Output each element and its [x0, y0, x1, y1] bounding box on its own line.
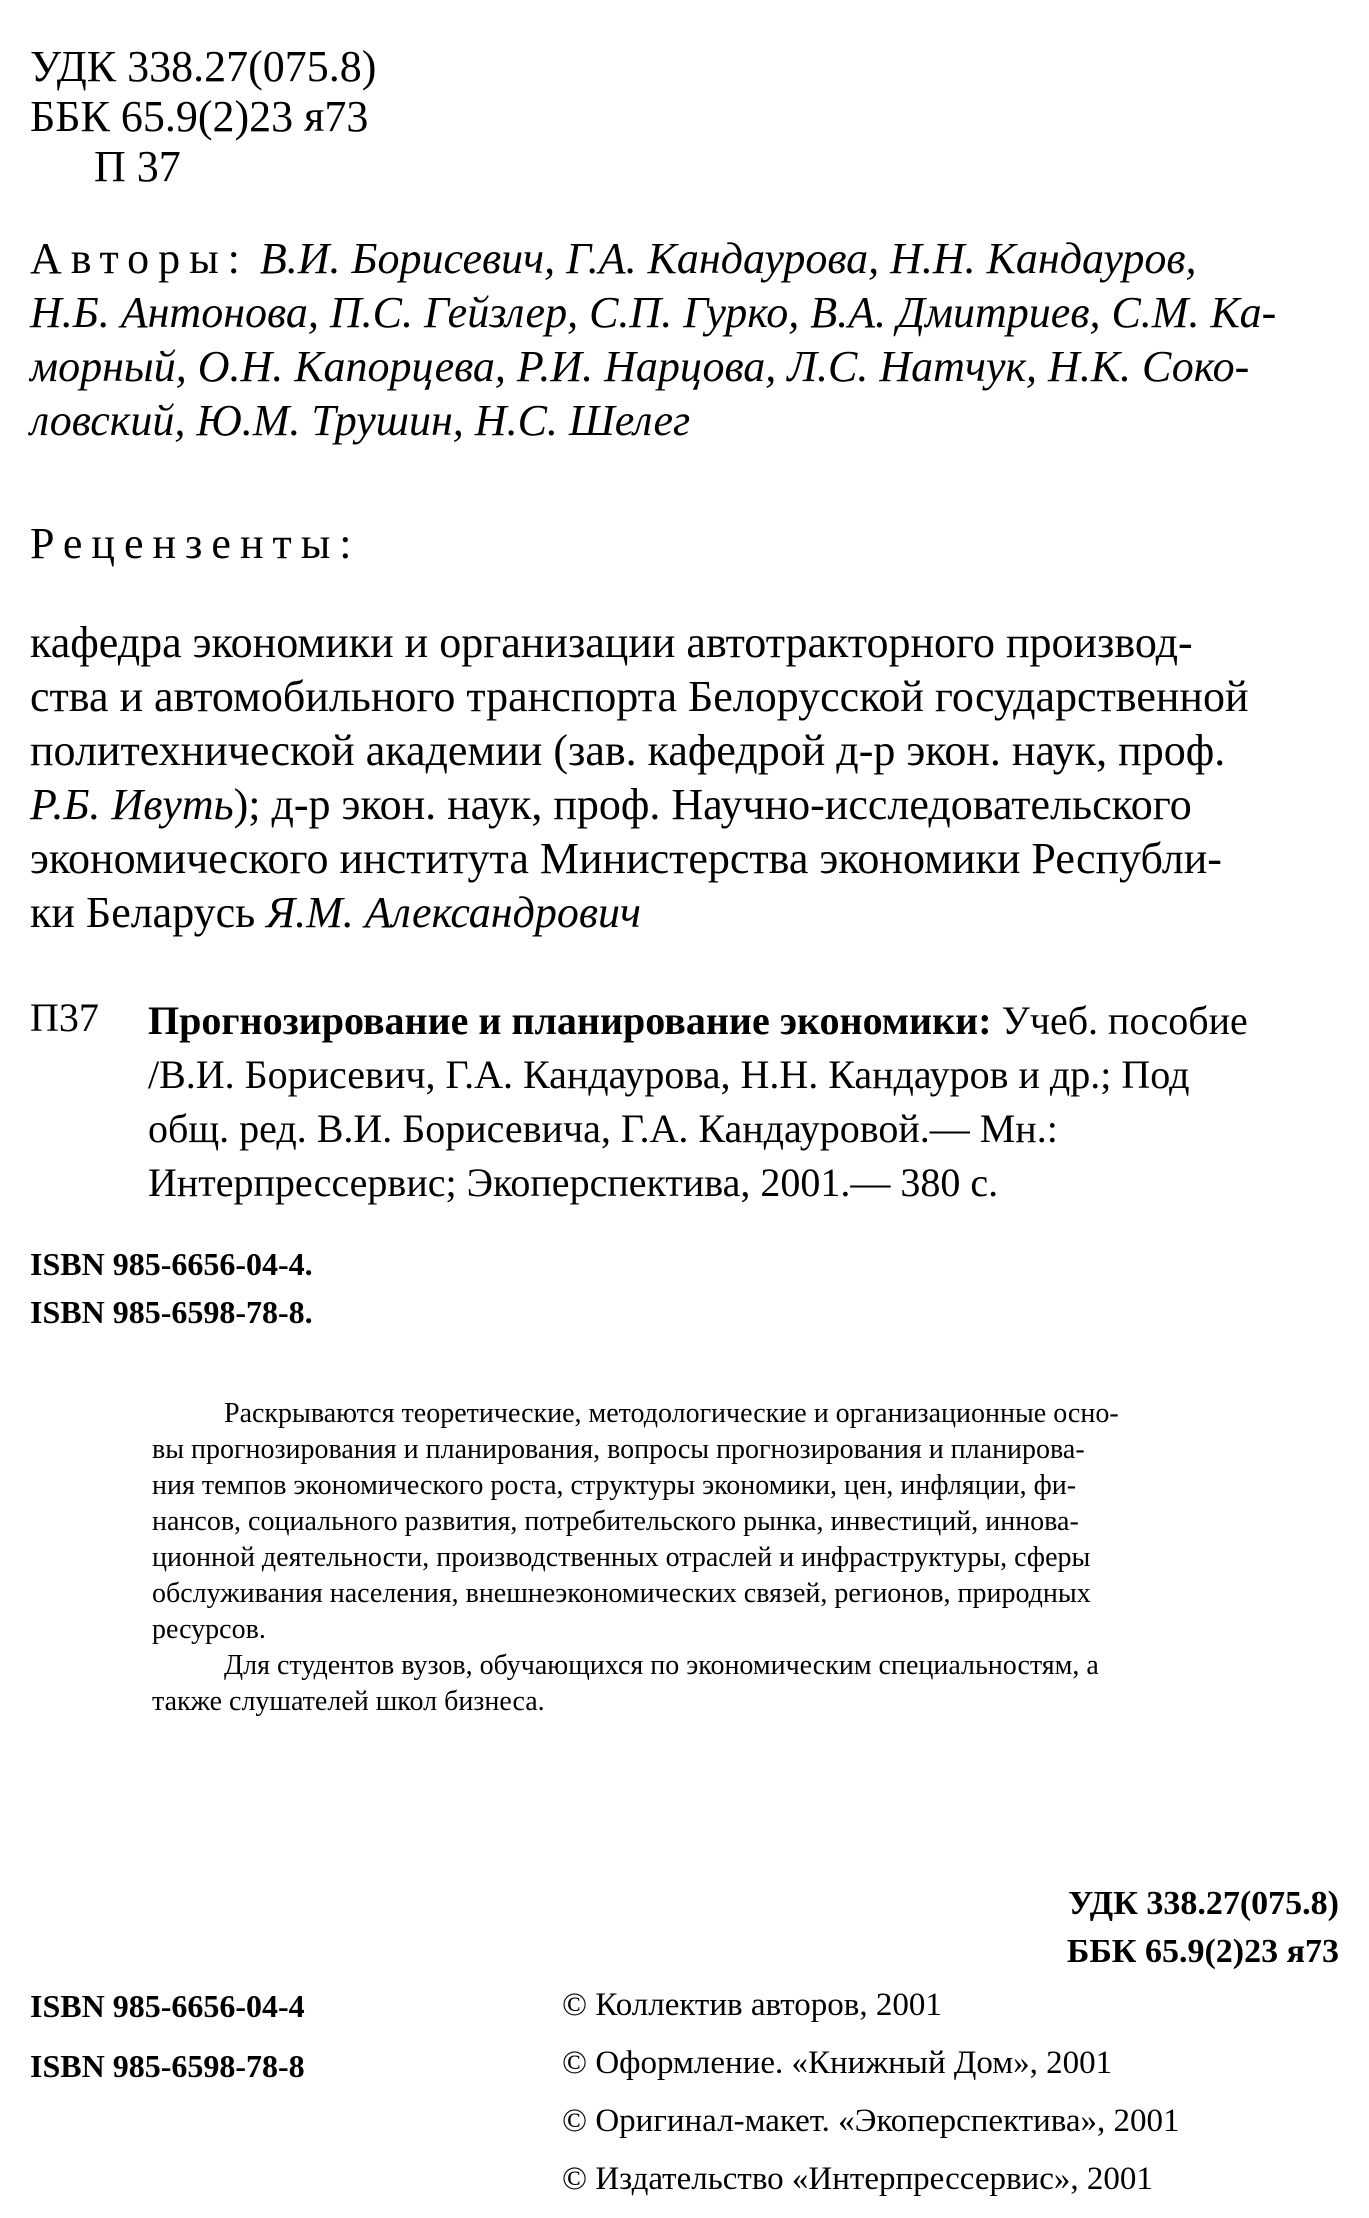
isbn-number: ISBN 985-6656-04-4.	[30, 1246, 313, 1282]
authors-line: В.И. Борисевич, Г.А. Кандаурова, Н.Н. Кандауров,	[259, 234, 1197, 283]
copyright-notices	[562, 1976, 1180, 2208]
reviewers-line: ства и автомобильного транспорта Белорусской государственной	[30, 672, 1249, 721]
copyright-line: © Оформление. «Книжный Дом», 2001	[562, 2045, 1113, 2081]
copyright-line: © Коллектив авторов, 2001	[562, 1987, 942, 2023]
biblio-line: Учеб. пособие	[991, 998, 1248, 1043]
biblio-line: /В.И. Борисевич, Г.А. Кандаурова, Н.Н. Кандауров и др.; Под	[148, 1052, 1190, 1097]
annotation-line: Раскрываются теоретические, методологические и организационные осно-	[224, 1398, 1119, 1429]
bbk-code: ББК 65.9(2)23 я73	[1066, 1933, 1339, 1970]
udk-code: УДК 338.27(075.8)	[30, 42, 377, 91]
reviewers-line: политехнической академии (зав. кафедрой д-р экон. наук, проф.	[30, 726, 1226, 775]
reviewers-line: кафедра экономики и организации автотракторного производ-	[30, 618, 1193, 667]
reviewers-heading: Рецензенты:	[30, 519, 361, 568]
biblio-code: П37	[30, 995, 99, 1040]
reviewer-name: Я.М. Александрович	[266, 888, 641, 937]
biblio-entry	[148, 994, 1353, 1210]
authors-line: ловский, Ю.М. Трушин, Н.С. Шелег	[30, 396, 691, 445]
reviewers-block	[30, 616, 1249, 940]
annotation-line: ционной деятельности, производственных отраслей и инфраструктуры, сферы	[152, 1542, 1091, 1573]
annotation-line: ресурсов.	[152, 1614, 266, 1645]
annotation-line: нансов, социального развития, потребительского рынка, инвестиций, иннова-	[152, 1506, 1079, 1537]
reviewers-line: ); д-р экон. наук, проф. Научно-исследовательского	[233, 780, 1192, 829]
annotation-line: обслуживания населения, внешнеэкономических связей, регионов, природных	[152, 1578, 1091, 1609]
copyright-line: © Издательство «Интерпрессервис», 2001	[562, 2161, 1153, 2197]
reviewer-name: Р.Б. Ивуть	[30, 780, 234, 829]
classification-codes-footer	[1067, 1880, 1339, 1976]
book-title: Прогнозирование и планирование экономики:	[148, 998, 992, 1043]
isbn-list-footer	[30, 1976, 305, 2096]
authors-line: морный, О.Н. Капорцева, Р.И. Нарцова, Л.С. Натчук, Н.К. Соко-	[30, 342, 1250, 391]
copyright-line: © Оригинал-макет. «Экоперспектива», 2001	[562, 2103, 1180, 2139]
biblio-line: Интерпрессервис; Экоперспектива, 2001.— 380 с.	[148, 1160, 999, 1205]
reviewers-line: ки Беларусь	[30, 888, 267, 937]
audience-line: также слушателей школ бизнеса.	[152, 1686, 545, 1717]
isbn-number: ISBN 985-6598-78-8.	[30, 1294, 313, 1330]
biblio-line: общ. ред. В.И. Борисевича, Г.А. Кандауровой.— Мн.:	[148, 1106, 1058, 1151]
authors-label: Авторы:	[30, 234, 249, 283]
annotation-line: вы прогнозирования и планирования, вопросы прогнозирования и планирова-	[152, 1434, 1085, 1465]
author-mark: П 37	[94, 142, 181, 191]
annotation-line: ния темпов экономического роста, структуры экономики, цен, инфляции, фи-	[152, 1470, 1077, 1501]
isbn-number: ISBN 985-6598-78-8	[30, 2048, 305, 2084]
isbn-number: ISBN 985-6656-04-4	[30, 1988, 305, 2024]
udk-code: УДК 338.27(075.8)	[1068, 1885, 1339, 1922]
isbn-list-top	[30, 1240, 313, 1336]
audience-line: Для студентов вузов, обучающихся по экономическим специальностям, а	[224, 1650, 1099, 1681]
bbk-code: ББК 65.9(2)23 я73	[30, 92, 369, 141]
reviewers-line: экономического института Министерства экономики Республи-	[30, 834, 1222, 883]
authors-block	[30, 232, 1350, 448]
authors-line: Н.Б. Антонова, П.С. Гейзлер, С.П. Гурко, В.А. Дмитриев, С.М. Ка-	[30, 288, 1277, 337]
classification-codes	[30, 42, 376, 192]
annotation-block	[152, 1396, 1352, 1720]
